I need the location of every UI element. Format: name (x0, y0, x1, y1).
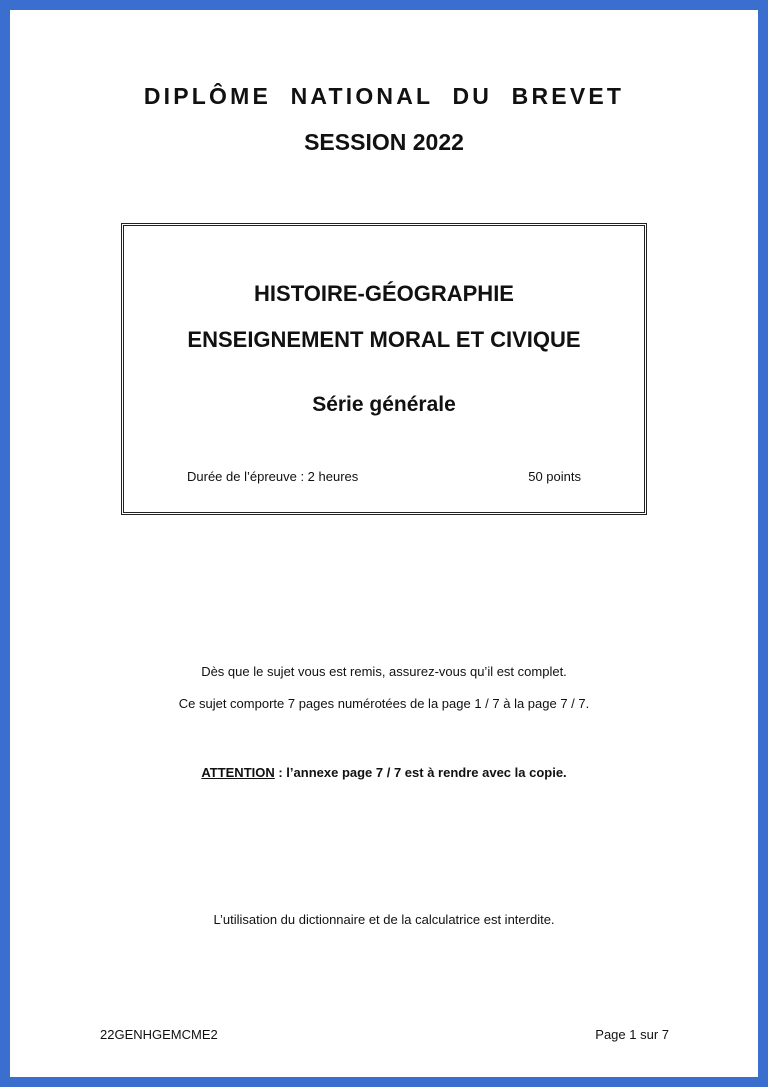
duration-label: Durée de l’épreuve : 2 heures (187, 469, 359, 484)
subject-box (121, 223, 647, 515)
attention-text: : l’annexe page 7 / 7 est à rendre avec la copie. (274, 765, 567, 780)
page-number: Page 1 sur 7 (595, 1027, 669, 1042)
attention-line (10, 765, 758, 780)
exam-title: DIPLÔME NATIONAL DU BREVET (143, 83, 625, 109)
series-label: Série générale (312, 393, 456, 416)
exam-code: 22GENHGEMCME2 (100, 1027, 218, 1042)
instruction-line-1: Dès que le sujet vous est remis, assurez-vous qu’il est complet. (201, 664, 567, 679)
exam-page (10, 10, 758, 1077)
attention-label: ATTENTION (201, 765, 275, 780)
subject-line-1: HISTOIRE-GÉOGRAPHIE (254, 281, 514, 306)
points-label: 50 points (528, 469, 581, 484)
instruction-line-4: L’utilisation du dictionnaire et de la calculatrice est interdite. (213, 912, 555, 927)
instruction-line-2: Ce sujet comporte 7 pages numérotées de la page 1 / 7 à la page 7 / 7. (178, 696, 590, 711)
subject-line-2: ENSEIGNEMENT MORAL ET CIVIQUE (187, 327, 581, 352)
session-label: SESSION 2022 (304, 129, 464, 155)
